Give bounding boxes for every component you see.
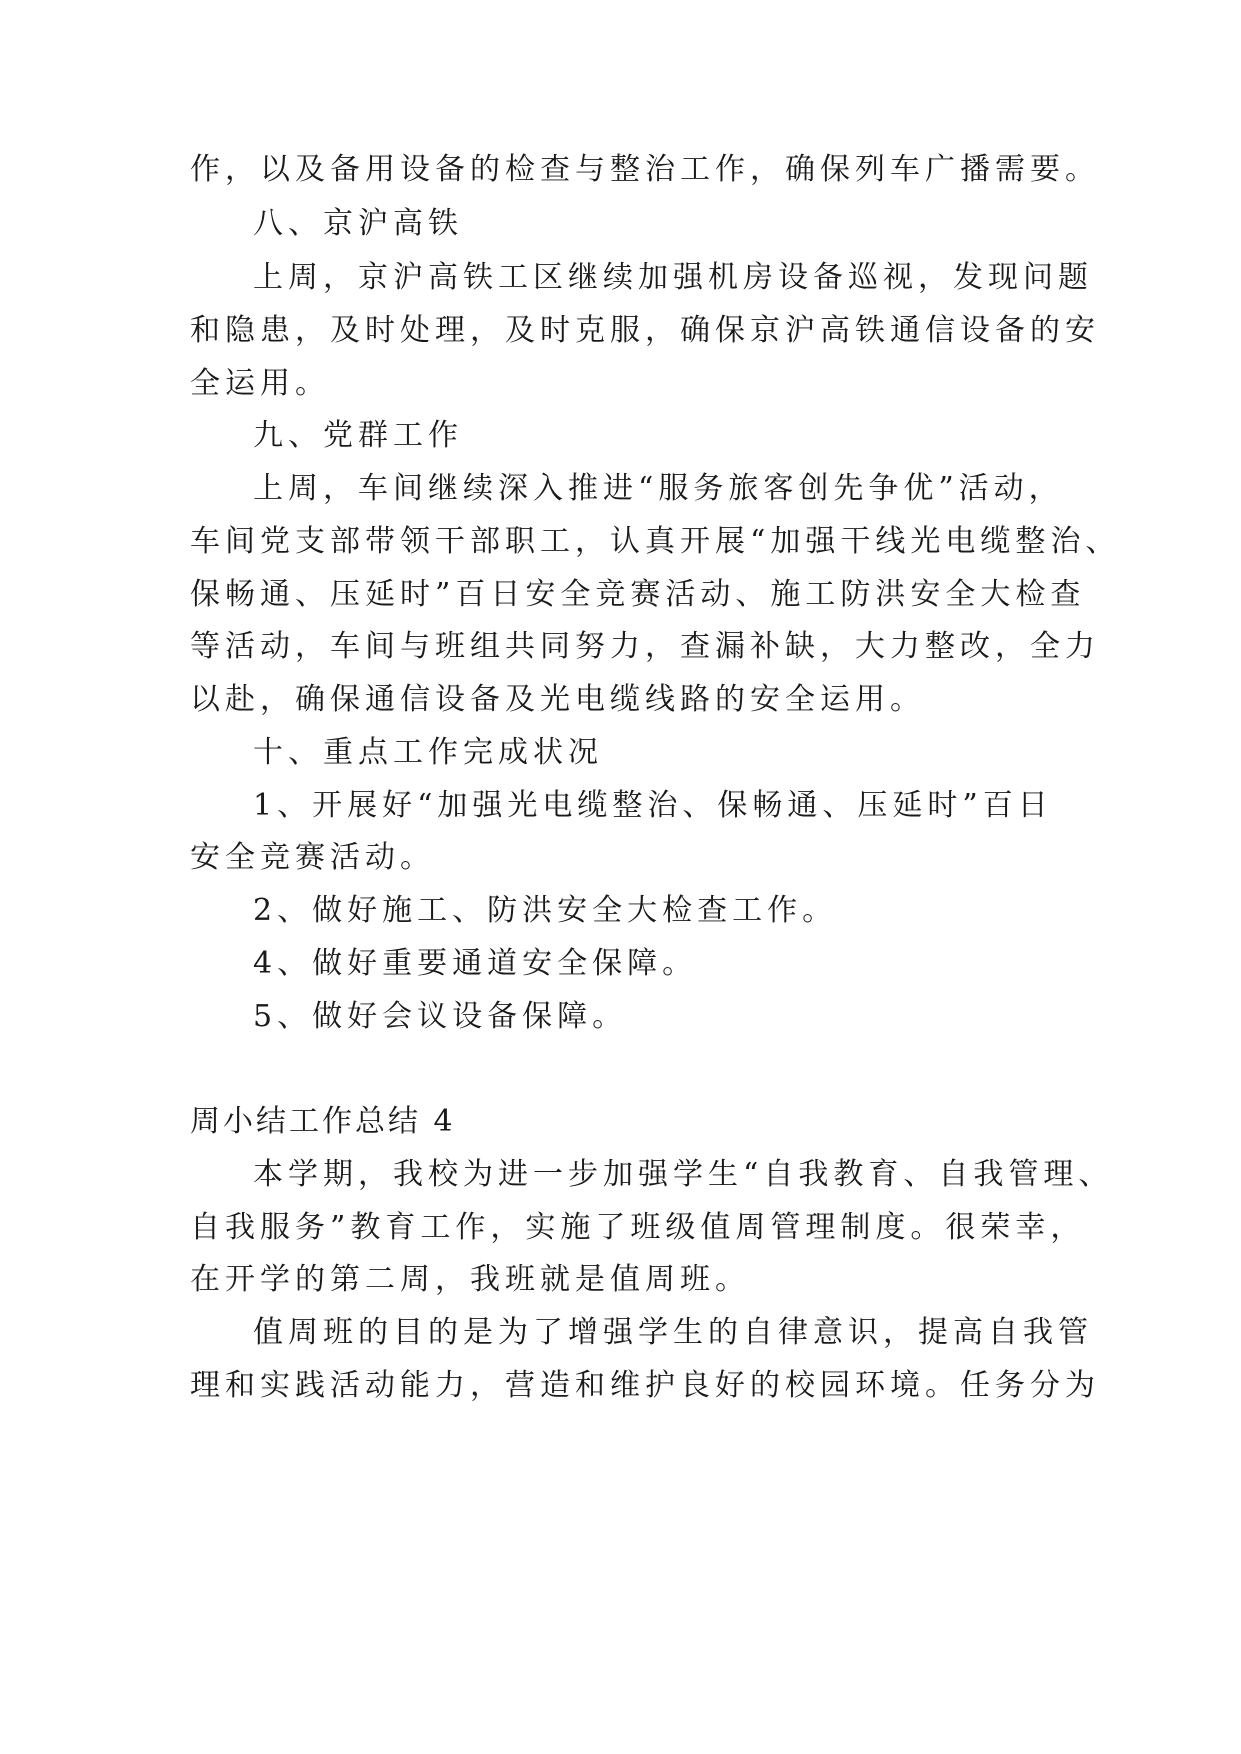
paragraph-line: 理和实践活动能力，营造和维护良好的校园环境。任务分为	[190, 1368, 1100, 1403]
document-heading: 周小结工作总结 4	[190, 1104, 456, 1139]
paragraph-line: 和隐患，及时处理，及时克服，确保京沪高铁通信设备的安	[190, 313, 1100, 348]
list-item: 1、开展好“加强光电缆整治、保畅通、压延时”百日	[253, 788, 1053, 823]
paragraph-line: 保畅通、压延时”百日安全竞赛活动、施工防洪安全大检查	[190, 577, 1086, 612]
paragraph-line: 等活动，车间与班组共同努力，查漏补缺，大力整改，全力	[190, 629, 1100, 664]
paragraph-line: 值周班的目的是为了增强学生的自律意识，提高自我管	[253, 1315, 1093, 1350]
list-item: 2、做好施工、防洪安全大检查工作。	[253, 893, 838, 928]
paragraph-line: 在开学的第二周，我班就是值周班。	[190, 1262, 750, 1297]
paragraph-line: 本学期，我校为进一步加强学生“自我教育、自我管理、	[253, 1157, 1114, 1192]
paragraph-line: 上周，车间继续深入推进“服务旅客创先争优”活动，	[253, 471, 1064, 506]
paragraph-line: 车间党支部带领干部职工，认真开展“加强干线光电缆整治、	[190, 524, 1121, 559]
paragraph-line: 全运用。	[190, 366, 330, 401]
paragraph-line: 安全竞赛活动。	[190, 840, 435, 875]
section-heading-8: 八、京沪高铁	[253, 206, 463, 241]
section-heading-9: 九、党群工作	[253, 418, 463, 453]
paragraph-line: 以赴，确保通信设备及光电缆线路的安全运用。	[190, 682, 925, 717]
paragraph-line: 上周，京沪高铁工区继续加强机房设备巡视，发现问题	[253, 260, 1093, 295]
list-item: 4、做好重要通道安全保障。	[253, 946, 698, 981]
paragraph-line: 作，以及备用设备的检查与整治工作，确保列车广播需要。	[190, 152, 1100, 187]
section-heading-10: 十、重点工作完成状况	[253, 735, 603, 770]
paragraph-line: 自我服务”教育工作，实施了班级值周管理制度。很荣幸，	[190, 1210, 1086, 1245]
list-item: 5、做好会议设备保障。	[253, 999, 628, 1034]
